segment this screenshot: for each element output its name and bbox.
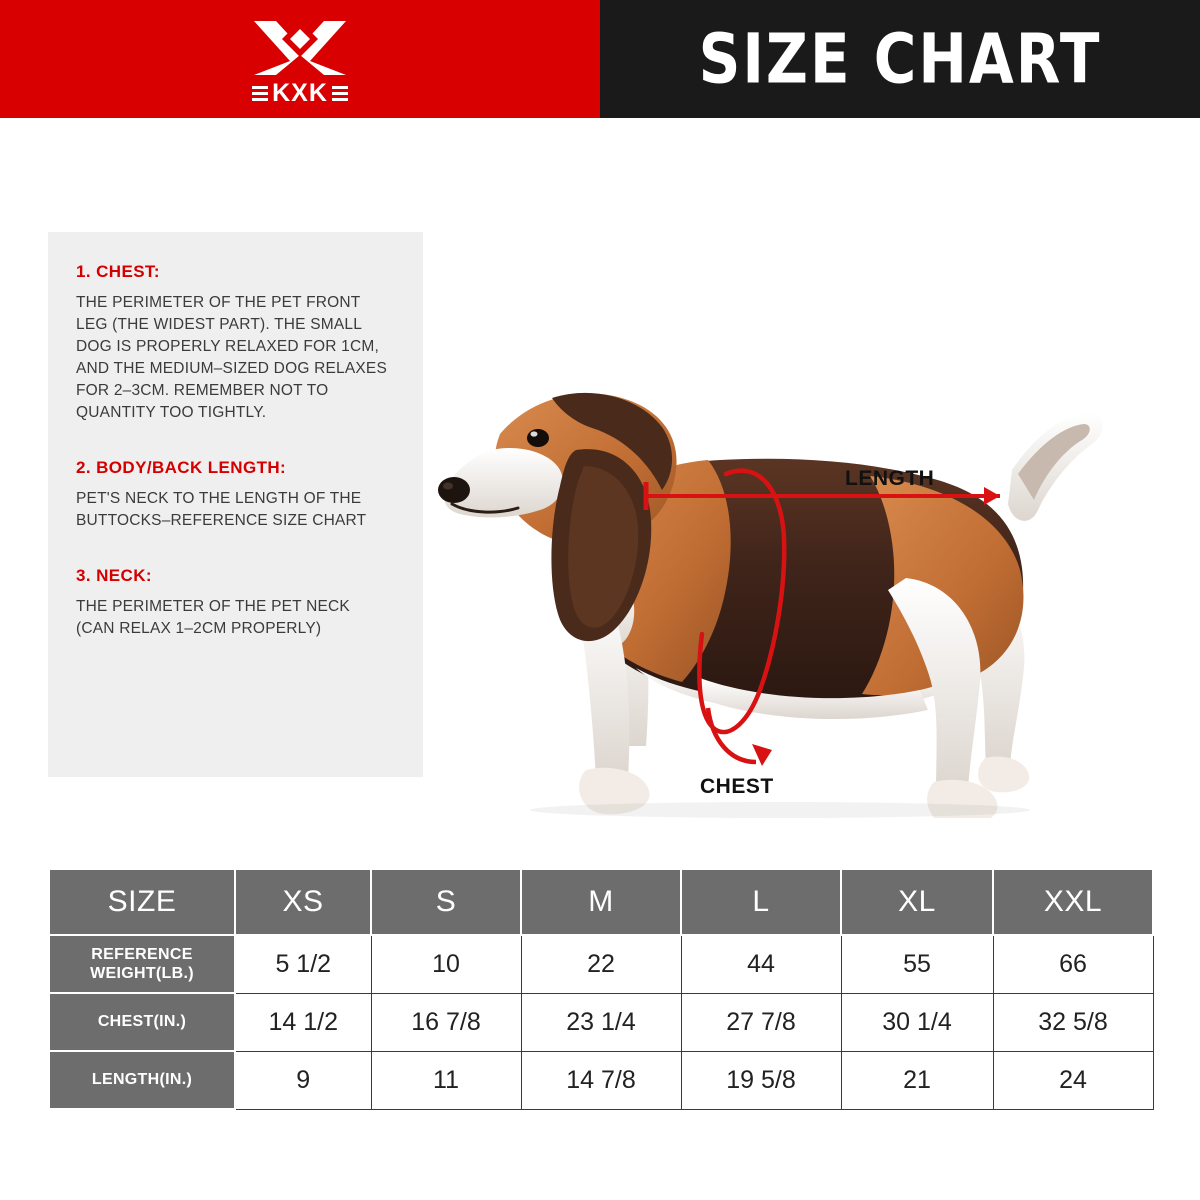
row-label-line1: REFERENCE — [91, 945, 193, 963]
table-header-xl: XL — [841, 869, 993, 935]
kxk-logo-icon — [240, 13, 360, 106]
size-table — [48, 868, 1154, 1110]
cell-chest-xl: 30 1/4 — [841, 993, 993, 1051]
table-header-l: L — [681, 869, 841, 935]
length-label: LENGTH — [845, 467, 935, 490]
page-title: SIZE CHART — [698, 18, 1102, 100]
chest-label: CHEST — [700, 775, 774, 798]
brand-name: KXK — [272, 78, 328, 107]
instruction-body-neck: THE PERIMETER OF THE PET NECK (CAN RELAX 1–2CM PROPERLY) — [76, 598, 350, 637]
table-header-row — [49, 869, 1153, 935]
cell-chest-xxl: 32 5/8 — [993, 993, 1153, 1051]
cell-weight-m: 22 — [521, 935, 681, 993]
brand-panel — [0, 0, 600, 118]
brand-wordmark — [252, 78, 348, 107]
instruction-body-chest: THE PERIMETER OF THE PET FRONT LEG (THE WIDEST PART). THE SMALL DOG IS PROPERLY RELAXED FOR 1CM, AND THE MEDIUM–SIZED DOG RELAXES FOR 2–3CM. REMEMBER NOT TO QUANTITY TOO TIGHTLY. — [76, 294, 388, 421]
logo-bars-right — [332, 86, 348, 101]
row-label-line2: WEIGHT(LB.) — [90, 965, 194, 982]
cell-length-s: 11 — [371, 1051, 521, 1109]
size-table-container — [48, 868, 1152, 1110]
logo-bars-left — [252, 86, 268, 101]
instruction-body-body-length: PET'S NECK TO THE LENGTH OF THE BUTTOCKS–REFERENCE SIZE CHART — [76, 490, 367, 529]
cell-weight-l: 44 — [681, 935, 841, 993]
cell-chest-l: 27 7/8 — [681, 993, 841, 1051]
cell-chest-m: 23 1/4 — [521, 993, 681, 1051]
cell-length-xs: 9 — [235, 1051, 371, 1109]
table-row — [49, 1051, 1153, 1109]
row-label-reference-weight — [49, 935, 235, 993]
row-label-length: LENGTH(IN.) — [49, 1051, 235, 1109]
cell-length-m: 14 7/8 — [521, 1051, 681, 1109]
beagle-dog-photo — [400, 238, 1140, 818]
content-area — [0, 118, 1200, 858]
cell-chest-xs: 14 1/2 — [235, 993, 371, 1051]
measurement-instructions-panel — [48, 232, 423, 777]
instruction-heading-chest: 1. CHEST: — [76, 262, 160, 281]
table-header-size: SIZE — [49, 869, 235, 935]
cell-weight-s: 10 — [371, 935, 521, 993]
table-header-s: S — [371, 869, 521, 935]
cell-weight-xl: 55 — [841, 935, 993, 993]
table-row — [49, 935, 1153, 993]
row-label-chest: CHEST(IN.) — [49, 993, 235, 1051]
page-header — [0, 0, 1200, 118]
cell-length-xl: 21 — [841, 1051, 993, 1109]
table-header-m: M — [521, 869, 681, 935]
table-row — [49, 993, 1153, 1051]
table-header-xxl: XXL — [993, 869, 1153, 935]
table-header-xs: XS — [235, 869, 371, 935]
instruction-heading-neck: 3. NECK: — [76, 566, 152, 585]
title-panel — [600, 0, 1200, 118]
cell-weight-xxl: 66 — [993, 935, 1153, 993]
cell-chest-s: 16 7/8 — [371, 993, 521, 1051]
instruction-heading-body-length: 2. BODY/BACK LENGTH: — [76, 458, 287, 477]
cell-length-xxl: 24 — [993, 1051, 1153, 1109]
cell-weight-xs: 5 1/2 — [235, 935, 371, 993]
cell-length-l: 19 5/8 — [681, 1051, 841, 1109]
